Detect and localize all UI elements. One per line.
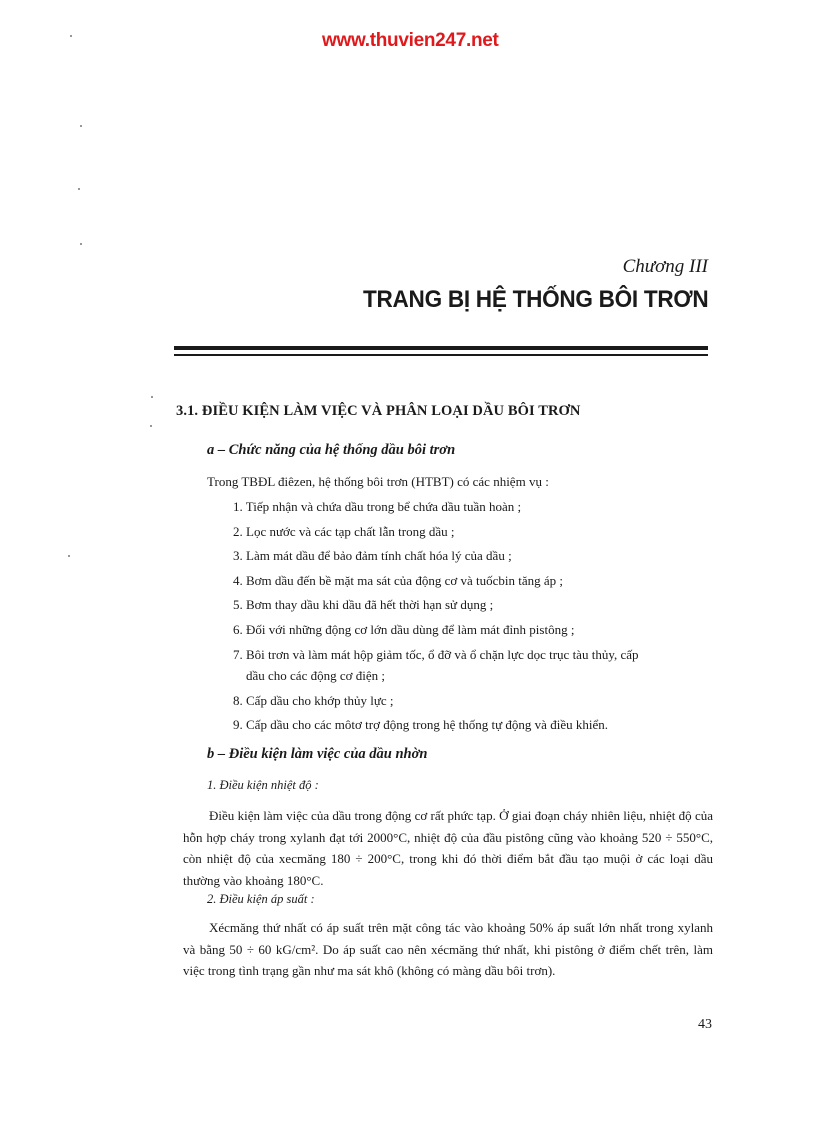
- watermark-link[interactable]: www.thuvien247.net: [322, 30, 499, 51]
- paragraph-title-pressure: 2. Điều kiện áp suất :: [207, 892, 315, 906]
- scan-speck: [80, 125, 82, 127]
- list-item: 6. Đối với những động cơ lớn dầu dùng để làm mát đỉnh pistông ;: [233, 621, 575, 637]
- paragraph-pressure: Xécmăng thứ nhất có áp suất trên mặt công tác vào khoảng 50% áp suất lớn nhất trong xylanh và bằng 50 ÷ 60 kG/cm². Do áp suất cao nên xécmăng thứ nhất, khi pistông ở điểm chết trên, làm việc trong tình trạng gần như ma sát khô (không có màng dầu bôi trơn).: [183, 920, 713, 978]
- scan-speck: [70, 35, 72, 37]
- list-item: 5. Bơm thay dầu khi dầu đã hết thời hạn sử dụng ;: [233, 597, 494, 612]
- scan-speck: [150, 425, 152, 427]
- list-item: 2. Lọc nước và các tạp chất lẫn trong dầu ;: [233, 523, 455, 539]
- section-heading: 3.1. ĐIỀU KIỆN LÀM VIỆC VÀ PHÂN LOẠI DẦU BÔI TRƠN: [176, 403, 581, 419]
- list-item-continuation: dầu cho các động cơ điện ;: [246, 668, 385, 683]
- list-item: 4. Bơm dầu đến bề mặt ma sát của động cơ và tuốcbin tăng áp ;: [233, 572, 563, 588]
- chapter-divider-thick: [174, 346, 708, 350]
- scan-speck: [78, 188, 80, 190]
- scan-speck: [151, 396, 153, 398]
- paragraph-title-temperature: 1. Điều kiện nhiệt độ :: [207, 778, 319, 792]
- duty-list: [233, 497, 713, 740]
- chapter-title: TRANG BỊ HỆ THỐNG BÔI TRƠN: [362, 286, 708, 313]
- list-item-line: 7. Bôi trơn và làm mát hộp giảm tốc, ổ đỡ và ổ chặn lực dọc trục tàu thủy, cấp: [233, 647, 639, 662]
- chapter-divider-thin: [174, 354, 708, 356]
- list-item: 3. Làm mát dầu để bảo đảm tính chất hóa lý của dầu ;: [233, 548, 512, 563]
- scan-speck: [80, 243, 82, 245]
- subsection-b-title: b – Điều kiện làm việc của dầu nhờn: [207, 746, 428, 762]
- list-item: [233, 644, 713, 686]
- chapter-label: Chương III: [622, 256, 708, 277]
- list-item: 9. Cấp dầu cho các môtơ trợ động trong hệ thống tự động và điều khiển.: [233, 717, 608, 732]
- page-number: 43: [698, 1017, 712, 1032]
- list-item: 1. Tiếp nhận và chứa dầu trong bể chứa dầu tuần hoàn ;: [233, 499, 522, 514]
- subsection-a-title: a – Chức năng của hệ thống dầu bôi trơn: [207, 442, 456, 458]
- scan-speck: [68, 555, 70, 557]
- subsection-a-intro: Trong TBĐL điêzen, hệ thống bôi trơn (HTBT) có các nhiệm vụ :: [207, 474, 549, 489]
- list-item: 8. Cấp dầu cho khớp thủy lực ;: [233, 692, 394, 708]
- paragraph-temperature: Điều kiện làm việc của dầu trong động cơ rất phức tạp. Ở giai đoạn cháy nhiên liệu, nhiệt độ của hỗn hợp cháy trong xylanh đạt tới 2000°C, nhiệt độ của đầu pistông cũng vào khoảng 520 ÷ 550°C, còn nhiệt độ của xecmăng 180 ÷ 200°C, trong khi đó thời điểm bắt đầu tạo muội ở các loại dầu thường vào khoảng 180°C.: [183, 808, 713, 888]
